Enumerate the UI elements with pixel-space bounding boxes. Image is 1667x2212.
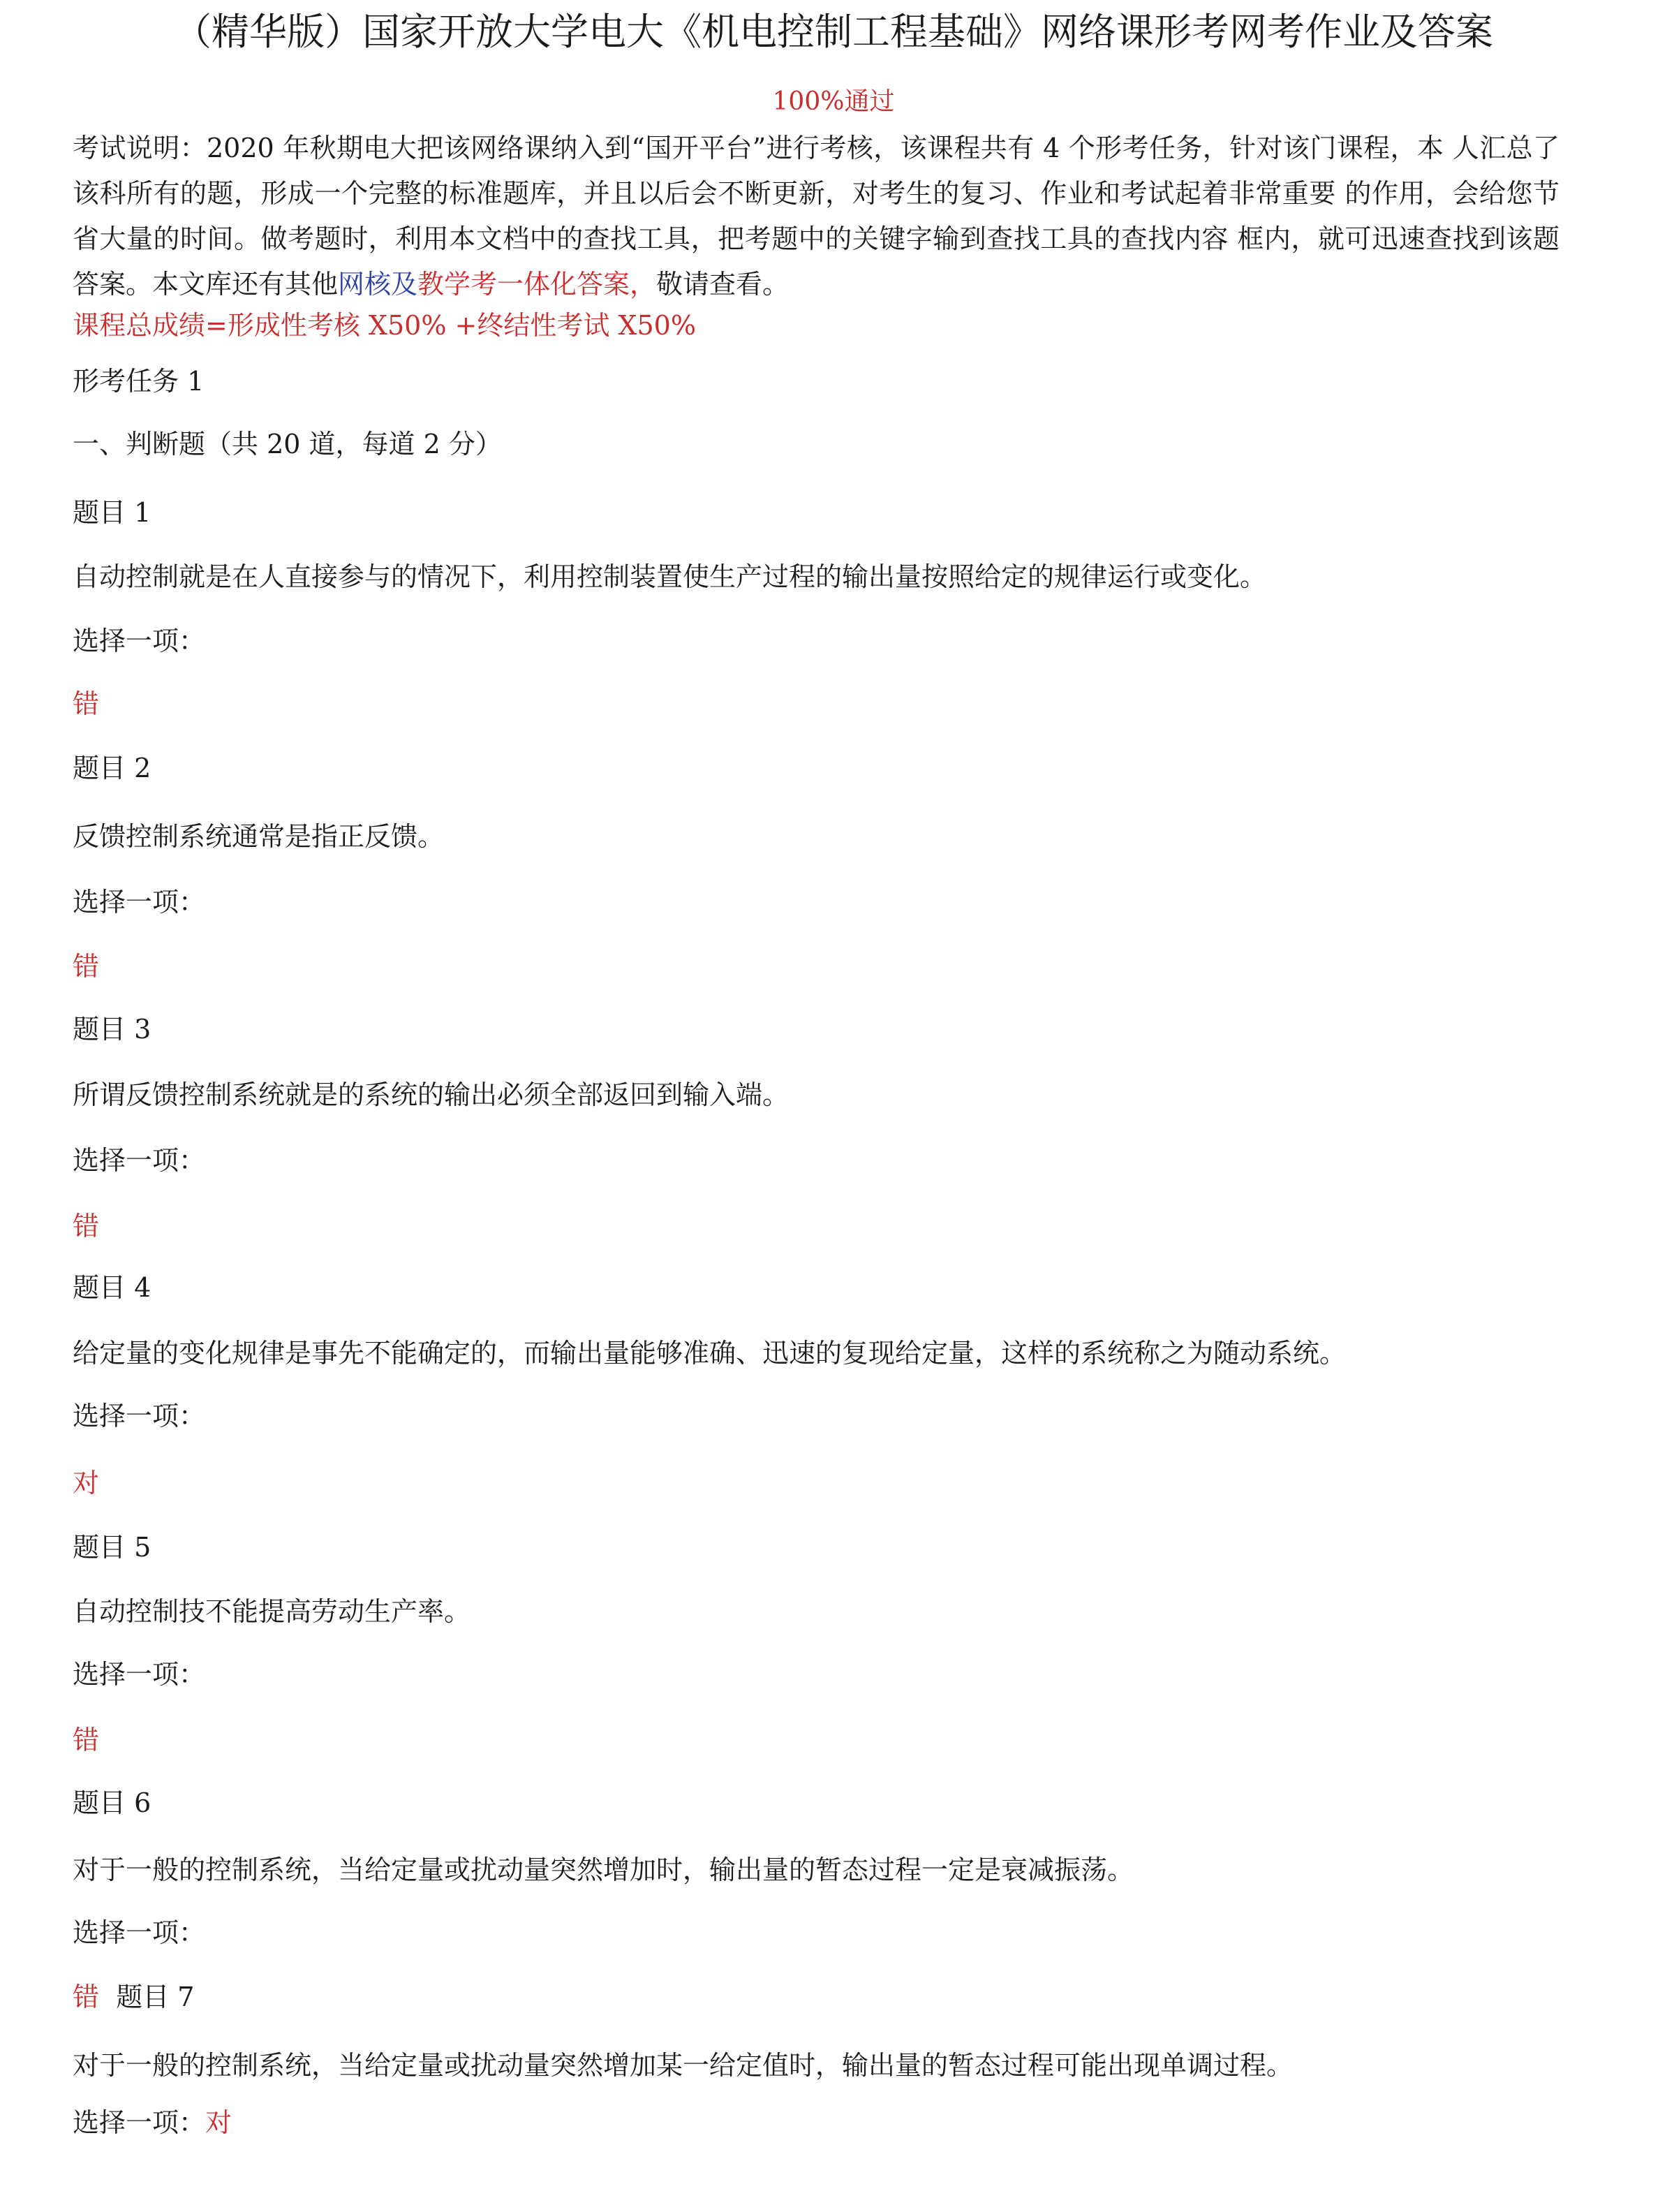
choose-label: 选择一项：	[73, 1401, 206, 1431]
question-label: 题目 3	[73, 1014, 151, 1045]
question-text: 所谓反馈控制系统就是的系统的输出必须全部返回到输入端。	[73, 1079, 790, 1110]
question-label: 题目 6	[73, 1787, 151, 1818]
answer: 错	[73, 1725, 100, 1755]
choose-label: 选择一项：	[73, 887, 206, 917]
question-label: 题目 7	[116, 1982, 195, 2012]
question-label: 题目 2	[73, 753, 151, 783]
answer-and-label-row	[73, 1977, 194, 2016]
question-text: 给定量的变化规律是事先不能确定的，而输出量能够准确、迅速的复现给定量，这样的系统称之为随动系统。	[73, 1338, 1347, 1369]
answer: 错	[73, 1982, 100, 2012]
answer: 错	[73, 1211, 100, 1241]
answer: 对	[73, 1468, 100, 1498]
question-text: 对于一般的控制系统，当给定量或扰动量突然增加某一给定值时，输出量的暂态过程可能出现单调过程。	[73, 2050, 1294, 2081]
instructions-link-blue[interactable]: 网核及	[338, 269, 418, 300]
question-label: 题目 5	[73, 1532, 151, 1563]
question-text: 自动控制技不能提高劳动生产率。	[73, 1596, 471, 1627]
instructions-link-red[interactable]: 教学考一体化答案，	[417, 269, 657, 300]
question-text: 反馈控制系统通常是指正反馈。	[73, 821, 445, 852]
question-text: 对于一般的控制系统，当给定量或扰动量突然增加时，输出量的暂态过程一定是衰减振荡。	[73, 1855, 1134, 1885]
choose-label: 选择一项：	[73, 2107, 206, 2138]
answer: 错	[73, 951, 100, 982]
choose-label: 选择一项：	[73, 626, 206, 656]
choose-label: 选择一项：	[73, 1659, 206, 1690]
exam-instructions	[73, 126, 1559, 307]
instructions-tail: 敬请查看。	[656, 269, 790, 300]
choose-label: 选择一项：	[73, 1917, 206, 1948]
document-title: （精华版）国家开放大学电大《机电控制工程基础》网络课形考网考作业及答案	[174, 10, 1493, 54]
section-title: 一、判断题（共 20 道，每道 2 分）	[73, 429, 502, 459]
question-text: 自动控制就是在人直接参与的情况下，利用控制装置使生产过程的输出量按照给定的规律运行或变化。	[73, 561, 1267, 592]
choose-label: 选择一项：	[73, 1145, 206, 1176]
answer: 错	[73, 688, 100, 719]
pass-rate-subtitle: 100%通过	[772, 87, 895, 116]
choose-and-answer-row	[73, 2103, 232, 2142]
answer: 对	[205, 2107, 232, 2138]
question-label: 题目 4	[73, 1272, 151, 1303]
question-label: 题目 1	[73, 497, 151, 528]
instructions-text: 考试说明：2020 年秋期电大把该网络课纳入到“国开平台”进行考核，该课程共有 4 个形考任务，针对该门课程，本 人汇总了该科所有的题，形成一个完整的标准题库，并且以后会不断更新，对考生的复习、作业和考试起着非常重要 的作用，会给您节省大量的时间。做考题时，利用本文档中的查找工具，把考题中的关键字输到查找工具的查找内容 框内，就可迅速查找到该题答案。本文库还有其他	[73, 133, 1559, 300]
grade-formula: 课程总成绩=形成性考核 X50% +终结性考试 X50%	[73, 310, 696, 341]
task-title: 形考任务 1	[73, 366, 205, 397]
